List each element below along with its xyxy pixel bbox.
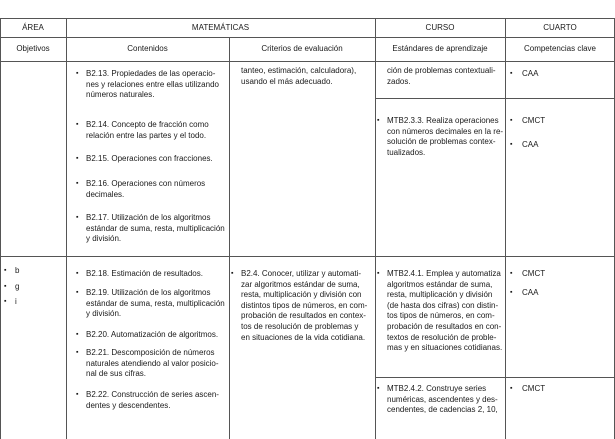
grid-line xyxy=(375,18,376,439)
grid-line xyxy=(0,18,615,19)
grid-line xyxy=(505,18,506,439)
bullet-icon: ▪ xyxy=(510,385,513,392)
contenido-item: B2.18. Estimación de resultados. xyxy=(86,269,203,278)
objetivo-item: g xyxy=(15,282,20,291)
estandar-item: MTB2.4.2. Construye series numéricas, ascendentes y des- cendentes, de cadencias 2, 10, xyxy=(387,384,498,415)
contenido-item: B2.20. Automatización de algoritmos. xyxy=(86,330,219,339)
bullet-icon: ▪ xyxy=(76,121,79,128)
bullet-icon: ▪ xyxy=(76,331,79,338)
column-header-objetivos: Objetivos xyxy=(16,44,50,53)
competencia-item: CAA xyxy=(522,69,539,78)
bullet-icon: ▪ xyxy=(76,349,79,356)
grid-line xyxy=(66,18,67,439)
bullet-icon: ▪ xyxy=(76,270,79,277)
bullet-icon: ▪ xyxy=(76,70,79,77)
competencia-item: CMCT xyxy=(522,116,546,125)
objetivo-item: i xyxy=(15,297,17,306)
column-header-estandares: Estándares de aprendizaje xyxy=(392,44,488,53)
area-value: MATEMÁTICAS xyxy=(191,23,250,32)
bullet-icon: ▪ xyxy=(510,70,513,77)
competencia-item: CAA xyxy=(522,288,539,297)
grid-line xyxy=(375,98,615,99)
column-header-contenidos: Contenidos xyxy=(127,44,168,53)
bullet-icon: ▪ xyxy=(76,214,79,221)
block1-estandares-continuation: ción de problemas contextuali- zados. xyxy=(387,66,496,86)
grid-line xyxy=(0,256,615,257)
bullet-icon: ▪ xyxy=(231,270,234,277)
grid-line xyxy=(375,377,615,378)
curso-value: CUARTO xyxy=(543,23,577,32)
bullet-icon: ▪ xyxy=(377,270,380,277)
competencia-item: CMCT xyxy=(522,269,546,278)
bullet-icon: ▪ xyxy=(76,289,79,296)
contenido-item: B2.17. Utilización de los algoritmos estándar de suma, resta, multiplicación y división. xyxy=(86,213,225,244)
bullet-icon: ▪ xyxy=(377,385,380,392)
bullet-icon: ▪ xyxy=(377,117,380,124)
bullet-icon: ▪ xyxy=(4,267,7,274)
objetivo-item: b xyxy=(15,266,20,275)
contenido-item: B2.22. Construcción de series ascen- dentes y descendentes. xyxy=(86,390,219,410)
competencia-item: CMCT xyxy=(522,384,546,393)
grid-line xyxy=(0,18,1,439)
grid-line xyxy=(0,61,615,62)
contenido-item: B2.19. Utilización de los algoritmos estándar de suma, resta, multiplicación y división. xyxy=(86,288,225,319)
bullet-icon: ▪ xyxy=(510,289,513,296)
criterio-item: B2.4. Conocer, utilizar y automati- zar algoritmos estándar de suma, resta, multiplicación y división con distintos tipos de números, en com- probación de resultados en contex- tos de resolución de problemas y en situaciones de la vida cotidiana. xyxy=(241,269,368,342)
column-header-competencias: Competencias clave xyxy=(523,44,597,53)
bullet-icon: ▪ xyxy=(4,298,7,305)
grid-line xyxy=(0,37,615,38)
contenido-item: B2.16. Operaciones con números decimales. xyxy=(86,179,206,199)
block1-criterios: tanteo, estimación, calculadora), usando el más adecuado. xyxy=(241,66,357,86)
bullet-icon: ▪ xyxy=(510,270,513,277)
curso-label: CURSO xyxy=(425,23,455,32)
bullet-icon: ▪ xyxy=(510,117,513,124)
bullet-icon: ▪ xyxy=(510,141,513,148)
estandar-item: MTB2.4.1. Emplea y automatiza algoritmos estándar de suma, resta, multiplicación y división (de hasta dos cifras) con distin- tos tipos de números, en com- probación de resultados en con- textos de resolución de proble- mas y en situaciones cotidianas. xyxy=(387,269,503,353)
area-label: ÁREA xyxy=(22,23,44,32)
competencia-item: CAA xyxy=(522,140,539,149)
bullet-icon: ▪ xyxy=(76,155,79,162)
contenido-item: B2.13. Propiedades de las operacio- nes y relaciones entre ellas utilizando números naturales. xyxy=(86,69,219,100)
grid-line xyxy=(229,37,230,439)
contenido-item: B2.14. Concepto de fracción como relación entre las partes y el todo. xyxy=(86,120,209,140)
contenido-item: B2.15. Operaciones con fracciones. xyxy=(86,154,213,163)
bullet-icon: ▪ xyxy=(4,283,7,290)
bullet-icon: ▪ xyxy=(76,180,79,187)
column-header-criterios: Criterios de evaluación xyxy=(261,44,343,53)
bullet-icon: ▪ xyxy=(76,391,79,398)
contenido-item: B2.21. Descomposición de números naturales atendiendo al valor posicio- nal de sus cifras. xyxy=(86,348,219,379)
estandar-item: MTB2.3.3. Realiza operaciones con números decimales en la re- solución de problemas contex- tualizados. xyxy=(387,116,504,157)
